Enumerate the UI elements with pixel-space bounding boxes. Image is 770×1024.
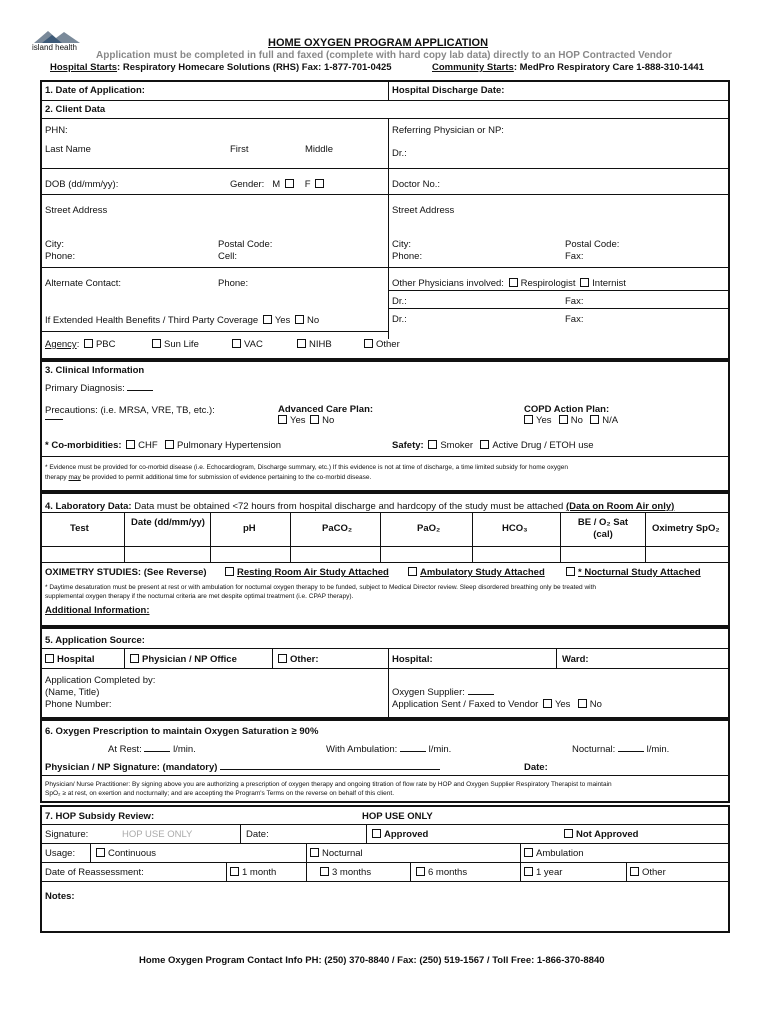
oximetry-note-2: supplemental oxygen therapy if the nocturnal criteria are met despite optimal treatment (i.e. CPAP therapy).	[45, 593, 354, 600]
date-of-application[interactable]: 1. Date of Application:	[45, 85, 145, 96]
col-date: Date (dd/mm/yy)	[131, 517, 205, 528]
hop-use-only: HOP USE ONLY	[362, 811, 433, 822]
usage-continuous: Continuous	[94, 848, 156, 859]
oxygen-supplier[interactable]: Oxygen Supplier:	[392, 687, 494, 698]
client-phone[interactable]: Phone:	[45, 251, 76, 262]
ext-health-yes-checkbox[interactable]	[263, 315, 272, 324]
respirologist-checkbox[interactable]	[509, 278, 518, 287]
internist-checkbox[interactable]	[580, 278, 589, 287]
application-sent: Application Sent / Faxed to Vendor Yes No	[392, 699, 602, 710]
ambulation-flow[interactable]: With Ambulation: l/min.	[326, 744, 452, 755]
middle-name-field[interactable]: Middle	[305, 144, 333, 155]
referring-physician-label: Referring Physician or NP:	[392, 125, 504, 136]
not-approved: Not Approved	[562, 829, 638, 840]
usage-nocturnal: Nocturnal	[308, 848, 363, 859]
agency-vac: VAC	[230, 339, 263, 350]
source-other: Other:	[276, 654, 319, 665]
physician-postal-code[interactable]: Postal Code:	[565, 239, 620, 250]
safety: Safety: Smoker Active Drug / ETOH use	[392, 440, 594, 451]
application-form	[40, 80, 730, 1008]
physician-city[interactable]: City:	[392, 239, 411, 250]
nocturnal-study-checkbox[interactable]	[566, 567, 575, 576]
agency-sunlife-checkbox[interactable]	[152, 339, 161, 348]
agency-nihb-checkbox[interactable]	[297, 339, 306, 348]
hospital-starts: Hospital Starts: Respiratory Homecare Solutions (RHS) Fax: 1-877-701-0425	[50, 62, 392, 73]
hop-signature-label: Signature:	[45, 829, 89, 840]
approved-checkbox[interactable]	[372, 829, 381, 838]
primary-diagnosis[interactable]: Primary Diagnosis:	[45, 383, 153, 394]
comorbidities: * Co-morbidities: CHF Pulmonary Hypertension	[45, 440, 282, 451]
alternate-contact-phone[interactable]: Phone:	[218, 278, 249, 289]
referring-dr-field[interactable]: Dr.:	[392, 148, 407, 159]
oximetry-note-1: * Daytime desaturation must be present at rest or with ambulation for nocturnal oxygen therapy to be funded, subject to Medical Director review. Sleep disordered breathing only be treated with	[45, 584, 597, 591]
sent-yes-checkbox[interactable]	[543, 699, 552, 708]
additional-information[interactable]: Additional Information:	[45, 605, 150, 616]
hop-date-field[interactable]: Date:	[246, 829, 269, 840]
col-pao2: PaO₂	[417, 523, 441, 534]
section-3-title: 3. Clinical Information	[45, 365, 145, 376]
nocturnal-checkbox[interactable]	[310, 848, 319, 857]
acp-options: Yes No	[276, 415, 334, 426]
continuous-checkbox[interactable]	[96, 848, 105, 857]
prescription-note-2: SpO₂ ≥ at rest, on exertion and nocturnally; and are accepting the Program's Terms on the reverse on behalf of this client.	[45, 790, 395, 797]
copd-na-checkbox[interactable]	[590, 415, 599, 424]
last-name-field[interactable]: Last Name	[45, 144, 91, 155]
gender-f-checkbox[interactable]	[315, 179, 324, 188]
usage-label: Usage:	[45, 848, 76, 859]
sent-no-checkbox[interactable]	[578, 699, 587, 708]
resting-study: Resting Room Air Study Attached	[223, 567, 389, 578]
copd-no-checkbox[interactable]	[559, 415, 568, 424]
reassess-1-year: 1 year	[522, 867, 562, 878]
col-be-o2sat: BE / O₂ Sat (cal)	[577, 517, 629, 540]
reassess-1-year-checkbox[interactable]	[524, 867, 533, 876]
dob-field[interactable]: DOB (dd/mm/yy):	[45, 179, 119, 190]
copd-yes-checkbox[interactable]	[524, 415, 533, 424]
client-street-address[interactable]: Street Address	[45, 205, 108, 216]
precautions[interactable]: Precautions: (i.e. MRSA, VRE, TB, etc.):	[45, 405, 215, 416]
other-fax-2[interactable]: Fax:	[565, 314, 584, 325]
oximetry-studies: OXIMETRY STUDIES: (See Reverse)	[45, 567, 207, 578]
other-dr-1[interactable]: Dr.:	[392, 296, 407, 307]
client-postal-code[interactable]: Postal Code:	[218, 239, 273, 250]
reassess-3-months-checkbox[interactable]	[320, 867, 329, 876]
section-6-title: 6. Oxygen Prescription to maintain Oxygen Saturation ≥ 90%	[45, 726, 319, 737]
first-name-field[interactable]: First	[230, 144, 249, 155]
reassess-6-months-checkbox[interactable]	[416, 867, 425, 876]
other-dr-2[interactable]: Dr.:	[392, 314, 407, 325]
active-drug-checkbox[interactable]	[480, 440, 489, 449]
acp-no-checkbox[interactable]	[310, 415, 319, 424]
physician-street-address[interactable]: Street Address	[392, 205, 455, 216]
section-5-title: 5. Application Source:	[45, 635, 145, 646]
ambulation-checkbox[interactable]	[524, 848, 533, 857]
resting-study-checkbox[interactable]	[225, 567, 234, 576]
name-title: (Name, Title)	[45, 687, 100, 698]
col-test: Test	[70, 523, 89, 534]
phn-field[interactable]: PHN:	[45, 125, 68, 136]
at-rest-flow[interactable]: At Rest: l/min.	[108, 744, 196, 755]
section-2-title: 2. Client Data	[45, 104, 106, 115]
phone-number[interactable]: Phone Number:	[45, 699, 112, 710]
agency-vac-checkbox[interactable]	[232, 339, 241, 348]
reassess-other: Other	[628, 867, 666, 878]
logo-text: island health	[32, 43, 77, 52]
copd-action-plan: COPD Action Plan:	[524, 404, 610, 415]
reassess-1-month: 1 month	[228, 867, 276, 878]
reassessment-label: Date of Reassessment:	[45, 867, 144, 878]
smoker-checkbox[interactable]	[428, 440, 437, 449]
ext-health-no-checkbox[interactable]	[295, 315, 304, 324]
col-oximetry: Oximetry SpO₂	[652, 523, 720, 534]
client-cell[interactable]: Cell:	[218, 251, 238, 262]
completed-by[interactable]: Application Completed by:	[45, 675, 156, 686]
footer-contact: Home Oxygen Program Contact Info PH: (250) 370-8840 / Fax: (250) 519-1567 / Toll Free: 1-866-370-8840	[139, 955, 605, 966]
notes-field[interactable]: Notes:	[45, 891, 75, 902]
signature-date[interactable]: Date:	[524, 762, 548, 773]
other-physicians: Other Physicians involved: Respirologist Internist	[392, 278, 626, 289]
other-fax-1[interactable]: Fax:	[565, 296, 584, 307]
agency-row: Agency: PBC	[45, 339, 116, 350]
advanced-care-plan: Advanced Care Plan:	[278, 404, 374, 415]
nocturnal-study: * Nocturnal Study Attached	[564, 567, 701, 578]
prescription-note-1: Physician/ Nurse Practitioner: By signing above you are authorizing a prescription of oxygen therapy and ongoing titration of flow rate by HOP and Oxygen Supplier Respiratory Therapist to maintain	[45, 781, 612, 788]
agency-other-checkbox[interactable]	[364, 339, 373, 348]
logo	[32, 28, 82, 54]
agency-pbc-checkbox[interactable]	[84, 339, 93, 348]
agency-sunlife: Sun Life	[150, 339, 199, 350]
reassess-1-month-checkbox[interactable]	[230, 867, 239, 876]
mountain-logo-icon	[32, 28, 82, 44]
ambulatory-study: Ambulatory Study Attached	[406, 567, 545, 578]
agency-nihb: NIHB	[295, 339, 332, 350]
nocturnal-flow[interactable]: Nocturnal: l/min.	[572, 744, 670, 755]
hospital-discharge-date[interactable]: Hospital Discharge Date:	[392, 85, 505, 96]
pulmonary-hypertension-checkbox[interactable]	[165, 440, 174, 449]
col-paco2: PaCO₂	[322, 523, 353, 534]
gender-field: Gender: M F	[230, 179, 327, 190]
physician-signature[interactable]: Physician / NP Signature: (mandatory)	[45, 762, 440, 773]
hop-signature-field[interactable]: HOP USE ONLY	[122, 829, 193, 840]
source-hospital: Hospital	[43, 654, 94, 665]
community-starts: Community Starts: MedPro Respiratory Care 1-888-310-1441	[432, 62, 704, 73]
usage-ambulation: Ambulation	[522, 848, 584, 859]
page-title: HOME OXYGEN PROGRAM APPLICATION	[268, 37, 489, 49]
reassess-3-months: 3 months	[318, 867, 371, 878]
gender-m-checkbox[interactable]	[285, 179, 294, 188]
physician-fax[interactable]: Fax:	[565, 251, 584, 262]
copd-options: Yes No N/A	[522, 415, 618, 426]
source-physician-checkbox[interactable]	[130, 654, 139, 663]
client-city[interactable]: City:	[45, 239, 64, 250]
doctor-no-field[interactable]: Doctor No.:	[392, 179, 441, 190]
reassess-6-months: 6 months	[414, 867, 467, 878]
extended-health: If Extended Health Benefits / Third Party Coverage Yes No	[45, 315, 320, 326]
reassess-other-checkbox[interactable]	[630, 867, 639, 876]
comorbidity-note-2: therapy may be provided to permit additional time for submission of evidence pertaining to the co-morbid disease.	[45, 474, 372, 481]
comorbidity-note-1: * Evidence must be provided for co-morbid disease (i.e. Echocardiogram, Discharge summary, etc.) If this evidence is not at time of discharge, a time limited subsidy for home oxygen	[45, 464, 569, 471]
approved: Approved	[370, 829, 428, 840]
acp-yes-checkbox[interactable]	[278, 415, 287, 424]
subtitle: Application must be completed in full and faxed (complete with hard copy lab data) directly to an HOP Contracted Vendor	[96, 50, 673, 61]
source-other-checkbox[interactable]	[278, 654, 287, 663]
col-hco3: HCO₃	[502, 523, 528, 534]
agency-other: Other	[362, 339, 400, 350]
not-approved-checkbox[interactable]	[564, 829, 573, 838]
section-7-title: 7. HOP Subsidy Review:	[45, 811, 155, 822]
source-ward-field[interactable]: Ward:	[562, 654, 589, 665]
source-hospital-field[interactable]: Hospital:	[392, 654, 433, 665]
alternate-contact[interactable]: Alternate Contact:	[45, 278, 122, 289]
col-ph: pH	[243, 523, 256, 534]
chf-checkbox[interactable]	[126, 440, 135, 449]
laboratory-data-header: 4. Laboratory Data: Data must be obtained <72 hours from hospital discharge and hardcopy of the study must be attached (Data on Room Air only)	[45, 501, 675, 512]
source-hospital-checkbox[interactable]	[45, 654, 54, 663]
source-physician: Physician / NP Office	[128, 654, 237, 665]
ambulatory-study-checkbox[interactable]	[408, 567, 417, 576]
physician-phone[interactable]: Phone:	[392, 251, 423, 262]
